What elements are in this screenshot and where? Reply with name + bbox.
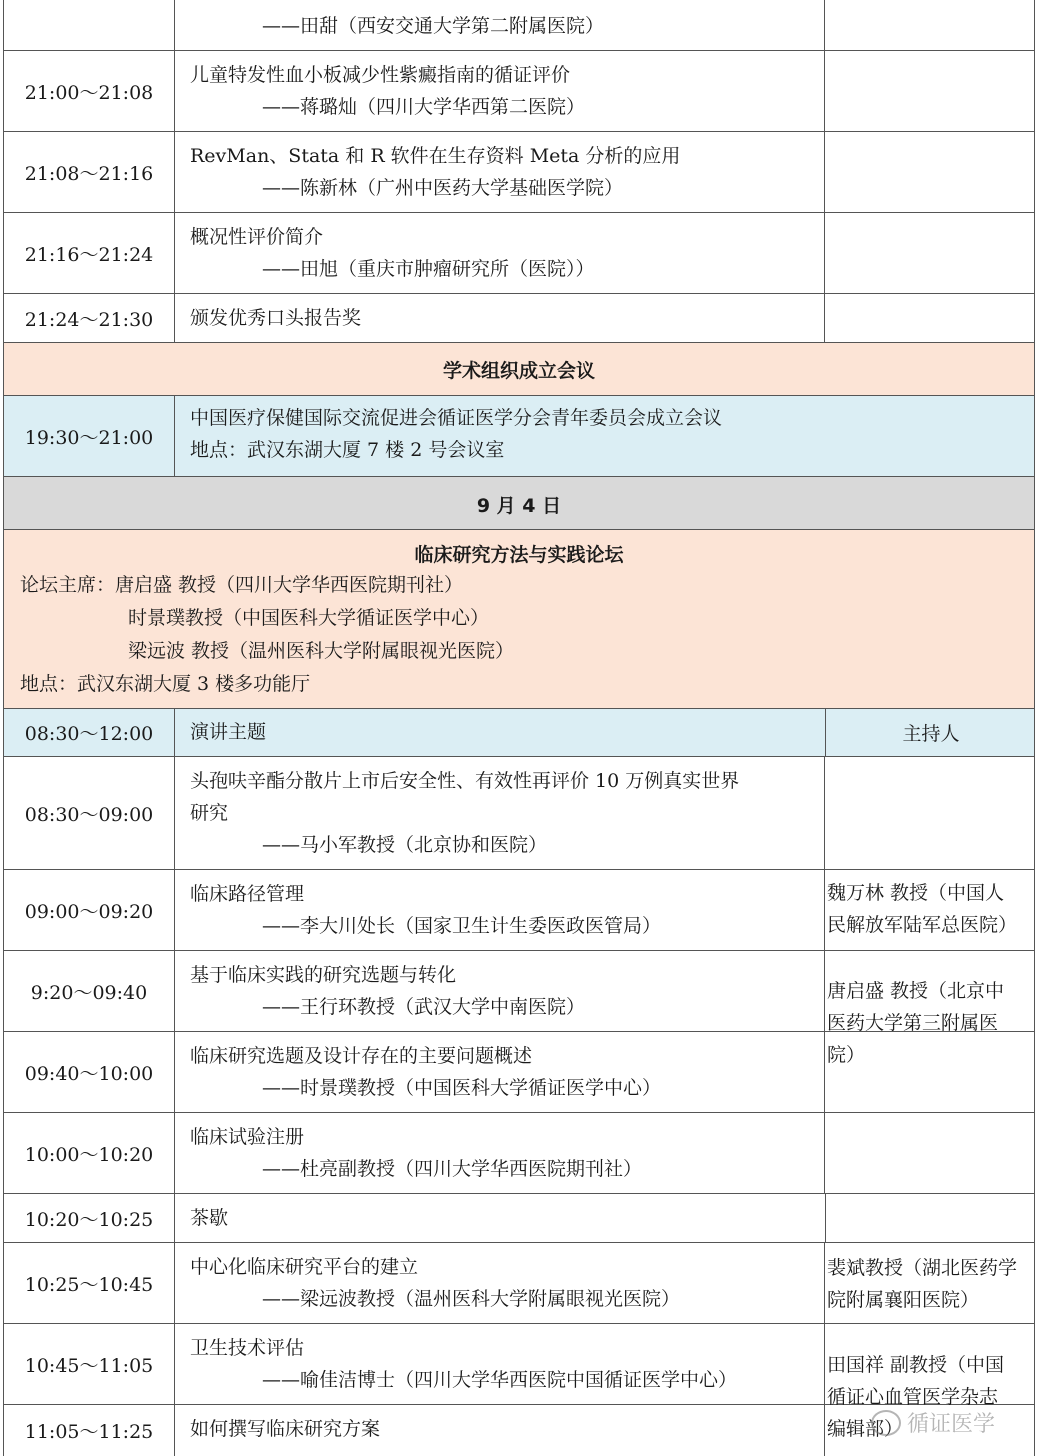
time-cell: 10:00～10:20 xyxy=(4,1113,175,1193)
time-cell: 10:20～10:25 xyxy=(4,1194,175,1242)
topic-cell xyxy=(175,294,825,342)
host-line: 田国祥 副教授（中国 xyxy=(827,1354,1005,1376)
topic-title: 基于临床实践的研究选题与转化 xyxy=(190,964,457,986)
topic-cell xyxy=(175,1032,825,1112)
topic-cell xyxy=(175,0,825,50)
host-cell xyxy=(824,757,1035,1194)
watermark-text: 循证医学 xyxy=(906,1412,995,1437)
topic-title: 临床路径管理 xyxy=(190,883,305,905)
speaker: ——杜亮副教授（四川大学华西医院期刊社） xyxy=(262,1158,643,1180)
topic-title-cont: 研究 xyxy=(190,802,229,824)
host-line: 唐启盛 教授（北京中 xyxy=(827,980,1005,1002)
host-line: 院） xyxy=(827,1044,866,1066)
speaker: ——王行环教授（武汉大学中南医院） xyxy=(262,996,586,1018)
speaker: ——喻佳洁博士（四川大学华西医院中国循证医学中心） xyxy=(262,1369,738,1391)
speaker: ——田甜（西安交通大学第二附属医院） xyxy=(262,15,605,37)
topic-cell xyxy=(175,396,1036,476)
day-title: 9 月 4 日 xyxy=(476,495,562,517)
host-name xyxy=(825,1252,1036,1316)
table-row xyxy=(3,396,1035,477)
topic-cell xyxy=(175,51,825,131)
speaker: ——陈新林（广州中医药大学基础医学院） xyxy=(262,177,624,199)
time-cell: 9:20～09:40 xyxy=(4,951,175,1031)
meeting-location: 地点：武汉东湖大厦 7 楼 2 号会议室 xyxy=(190,439,505,461)
host-name xyxy=(825,877,1036,941)
topic-cell xyxy=(175,1194,825,1242)
topic-title: 如何撰写临床研究方案 xyxy=(190,1418,381,1440)
topic-cell xyxy=(175,1324,825,1404)
forum-chair: 论坛主席：唐启盛 教授（四川大学华西医院期刊社） xyxy=(20,574,464,596)
speaker: ——田旭（重庆市肿瘤研究所（医院）） xyxy=(262,258,595,280)
topic-title: 茶歇 xyxy=(190,1207,229,1229)
speaker: ——梁远波教授（温州医科大学附属眼视光医院） xyxy=(262,1288,681,1310)
topic-cell xyxy=(175,951,825,1031)
host-line: 医药大学第三附属医 xyxy=(827,1012,999,1034)
forum-details xyxy=(20,569,514,701)
time-cell: 10:45～11:05 xyxy=(4,1324,175,1404)
topic-cell xyxy=(175,1405,825,1456)
forum-chair: 时景璞教授（中国医科大学循证医学中心） xyxy=(128,607,490,629)
header-host: 主持人 xyxy=(825,709,1036,756)
table-row xyxy=(3,1194,1035,1243)
time-cell: 21:24～21:30 xyxy=(4,294,175,342)
schedule-table xyxy=(3,0,1035,1456)
topic-title: 临床试验注册 xyxy=(190,1126,305,1148)
topic-cell xyxy=(175,132,825,212)
host-line: 循证心血管医学杂志 xyxy=(827,1386,999,1408)
topic-title: RevMan、Stata 和 R 软件在生存资料 Meta 分析的应用 xyxy=(190,145,681,167)
topic-cell xyxy=(175,1243,825,1323)
section-header xyxy=(3,343,1035,396)
time-cell: 10:25～10:45 xyxy=(4,1243,175,1323)
topic-title: 临床研究选题及设计存在的主要问题概述 xyxy=(190,1045,533,1067)
topic-title: 卫生技术评估 xyxy=(190,1337,305,1359)
time-cell: 21:08～21:16 xyxy=(4,132,175,212)
speaker: ——时景璞教授（中国医科大学循证医学中心） xyxy=(262,1077,662,1099)
topic-title: 中心化临床研究平台的建立 xyxy=(190,1256,419,1278)
section-title: 学术组织成立会议 xyxy=(442,360,595,382)
watermark xyxy=(871,1407,995,1438)
topic-title: 颁发优秀口头报告奖 xyxy=(190,307,362,329)
time-cell: 09:00～09:20 xyxy=(4,870,175,950)
host-cell-empty xyxy=(824,0,1035,343)
time-cell xyxy=(4,0,175,50)
forum-location: 地点：武汉东湖大厦 3 楼多功能厅 xyxy=(20,673,311,695)
table-header xyxy=(3,709,1035,757)
speaker: ——马小军教授（北京协和医院） xyxy=(262,834,548,856)
meeting-name: 中国医疗保健国际交流促进会循证医学分会青年委员会成立会议 xyxy=(190,407,723,429)
topic-title: 儿童特发性血小板减少性紫癜指南的循证评价 xyxy=(190,64,571,86)
wechat-icon xyxy=(871,1410,901,1436)
topic-cell xyxy=(175,870,825,950)
host-line: 裴斌教授（湖北医药学 xyxy=(827,1257,1018,1279)
topic-cell xyxy=(175,757,825,869)
header-time: 08:30～12:00 xyxy=(4,709,175,756)
host-line: 编辑部） xyxy=(827,1418,904,1440)
time-cell: 11:05～11:25 xyxy=(4,1405,175,1456)
speaker: ——蒋璐灿（四川大学华西第二医院） xyxy=(262,96,586,118)
forum-chair: 梁远波 教授（温州医科大学附属眼视光医院） xyxy=(128,640,515,662)
time-cell: 08:30～09:00 xyxy=(4,757,175,869)
host-line: 民解放军陆军总医院） xyxy=(827,914,1018,936)
time-cell: 21:00～21:08 xyxy=(4,51,175,131)
host-line: 院附属襄阳医院） xyxy=(827,1289,980,1311)
topic-cell xyxy=(175,1113,825,1193)
topic-title: 概况性评价简介 xyxy=(190,226,324,248)
forum-title: 临床研究方法与实践论坛 xyxy=(414,544,624,566)
host-name xyxy=(825,975,1036,1071)
host-line: 魏万林 教授（中国人 xyxy=(827,882,1005,904)
speaker: ——李大川处长（国家卫生计生委医政医管局） xyxy=(262,915,662,937)
time-cell: 21:16～21:24 xyxy=(4,213,175,293)
host-cell-empty xyxy=(825,1194,1036,1242)
time-cell: 09:40～10:00 xyxy=(4,1032,175,1112)
forum-info xyxy=(3,530,1035,709)
topic-title: 头孢呋辛酯分散片上市后安全性、有效性再评价 10 万例真实世界 xyxy=(190,770,740,792)
day-header xyxy=(3,477,1035,530)
time-cell: 19:30～21:00 xyxy=(4,396,175,476)
topic-cell xyxy=(175,213,825,293)
header-topic: 演讲主题 xyxy=(190,721,267,743)
